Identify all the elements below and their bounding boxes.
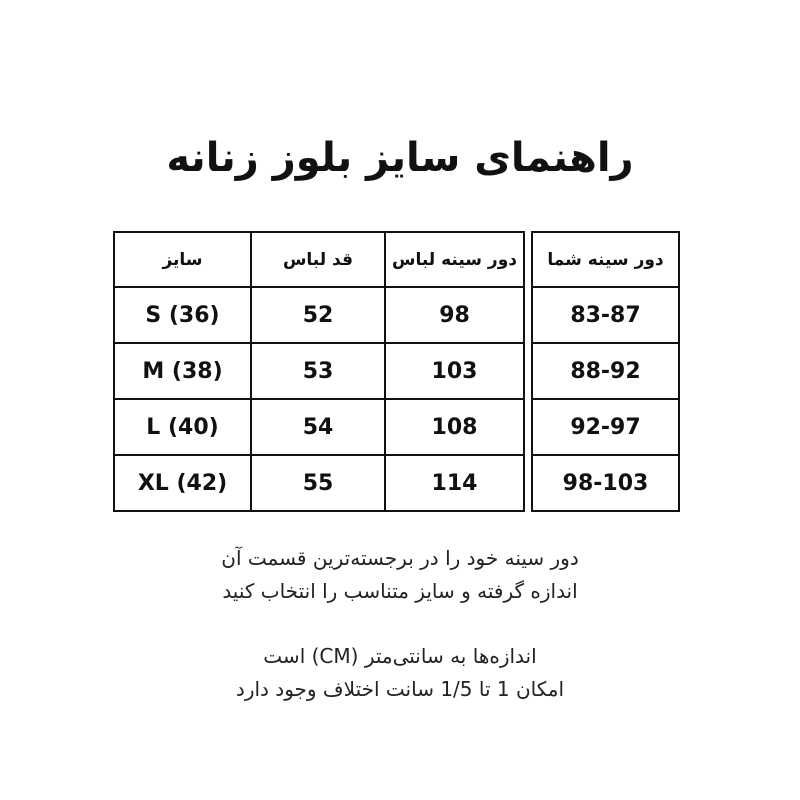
cell-size: M (38)	[114, 343, 251, 399]
table-row	[114, 343, 524, 399]
cell-bust: 114	[385, 455, 524, 511]
cell-size: L (40)	[114, 399, 251, 455]
table-row	[532, 455, 679, 511]
cell-size: S (36)	[114, 287, 251, 343]
table-header-row	[532, 232, 679, 287]
header-your-bust: دور سینه شما	[532, 232, 679, 287]
cell-bust: 103	[385, 343, 524, 399]
cell-your-bust: 92-97	[532, 399, 679, 455]
note-line: امکان 1 تا 1/5 سانت اختلاف وجود دارد	[235, 677, 565, 701]
table-header-row	[114, 232, 524, 287]
your-bust-table	[531, 231, 680, 512]
table-row	[532, 399, 679, 455]
cell-length: 52	[251, 287, 385, 343]
cell-your-bust: 98-103	[532, 455, 679, 511]
table-row	[114, 455, 524, 511]
cell-bust: 98	[385, 287, 524, 343]
header-bust: دور سینه لباس	[385, 232, 524, 287]
note-line: اندازه‌ها به سانتی‌متر (CM) است	[263, 644, 537, 668]
header-size: سایز	[114, 232, 251, 287]
note-line: دور سینه خود را در برجسته‌ترین قسمت آن	[221, 546, 579, 570]
note-line: اندازه گرفته و سایز متناسب را انتخاب کنید	[222, 579, 578, 603]
table-row	[114, 399, 524, 455]
cell-length: 53	[251, 343, 385, 399]
table-row	[532, 343, 679, 399]
size-chart-table	[113, 231, 525, 512]
cell-your-bust: 83-87	[532, 287, 679, 343]
cell-length: 55	[251, 455, 385, 511]
cell-bust: 108	[385, 399, 524, 455]
cell-your-bust: 88-92	[532, 343, 679, 399]
header-length: قد لباس	[251, 232, 385, 287]
units-note	[0, 640, 800, 706]
page-title: راهنمای سایز بلوز زنانه	[166, 135, 634, 181]
cell-size: XL (42)	[114, 455, 251, 511]
table-row	[532, 287, 679, 343]
table-row	[114, 287, 524, 343]
cell-length: 54	[251, 399, 385, 455]
measurement-instructions	[0, 542, 800, 608]
